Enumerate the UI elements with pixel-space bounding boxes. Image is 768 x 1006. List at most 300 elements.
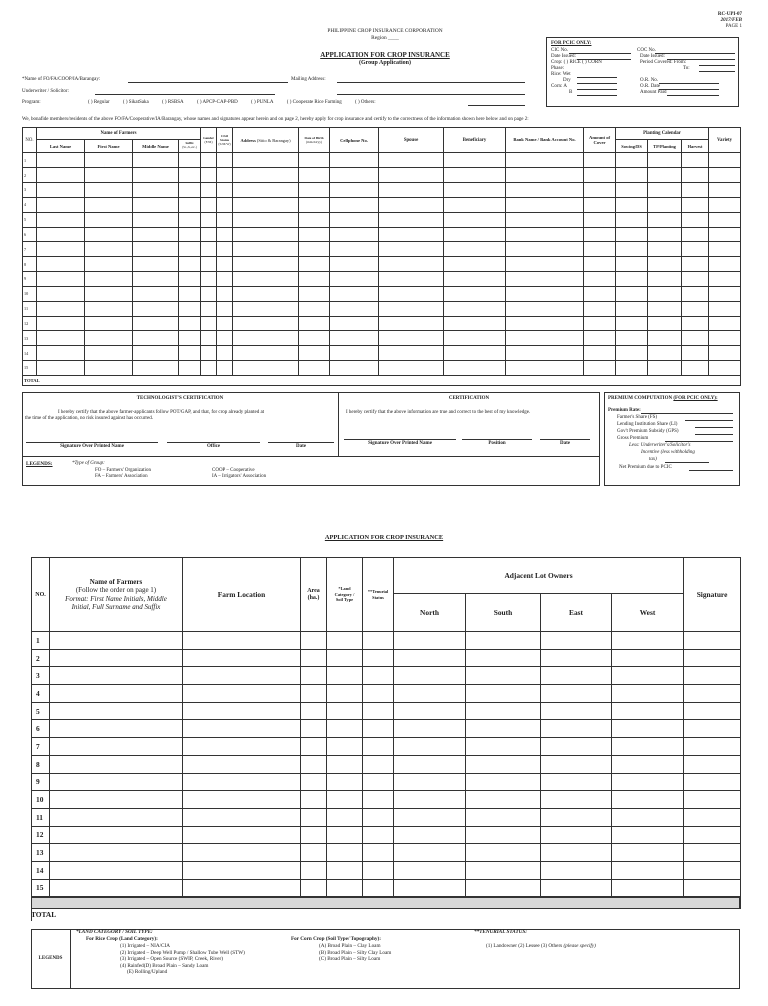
table-cell[interactable] (299, 360, 330, 375)
table-cell[interactable] (682, 301, 709, 316)
table-cell[interactable] (584, 212, 616, 227)
table-cell[interactable] (37, 360, 85, 375)
table-cell[interactable] (616, 272, 648, 287)
table-cell[interactable] (379, 316, 444, 331)
table-cell[interactable] (201, 168, 217, 183)
table-cell[interactable] (612, 755, 684, 773)
table-cell[interactable] (327, 755, 363, 773)
table-cell[interactable] (541, 826, 612, 844)
table-cell[interactable] (612, 632, 684, 650)
table-cell[interactable] (394, 685, 466, 703)
table-cell[interactable] (616, 242, 648, 257)
table-cell[interactable] (379, 360, 444, 375)
table-cell[interactable] (201, 286, 217, 301)
table-cell[interactable] (709, 316, 741, 331)
table-cell[interactable] (682, 360, 709, 375)
table-cell[interactable] (648, 227, 682, 242)
table-cell[interactable] (682, 346, 709, 361)
table-cell[interactable] (444, 212, 506, 227)
table-cell[interactable] (648, 242, 682, 257)
table-cell[interactable] (330, 168, 379, 183)
table-cell[interactable] (584, 272, 616, 287)
table-cell[interactable] (612, 844, 684, 862)
table-cell[interactable] (363, 808, 394, 826)
table-cell[interactable] (330, 257, 379, 272)
table-cell[interactable] (133, 316, 179, 331)
table-cell[interactable] (584, 331, 616, 346)
table-cell[interactable] (363, 649, 394, 667)
table-cell[interactable] (584, 197, 616, 212)
table-cell[interactable] (709, 360, 741, 375)
table-cell[interactable] (648, 360, 682, 375)
table-cell[interactable] (379, 227, 444, 242)
table-cell[interactable] (541, 791, 612, 809)
table-cell[interactable] (379, 286, 444, 301)
table-cell[interactable] (183, 879, 301, 897)
table-cell[interactable] (444, 168, 506, 183)
table-cell[interactable] (327, 685, 363, 703)
table-cell[interactable] (133, 301, 179, 316)
table-cell[interactable] (616, 197, 648, 212)
table-cell[interactable] (541, 685, 612, 703)
table-cell[interactable] (233, 227, 299, 242)
table-cell[interactable] (394, 826, 466, 844)
program-options[interactable] (88, 100, 388, 106)
table-cell[interactable] (217, 212, 233, 227)
table-cell[interactable] (394, 861, 466, 879)
table-cell[interactable] (648, 168, 682, 183)
table-cell[interactable] (466, 773, 541, 791)
table-cell[interactable] (466, 720, 541, 738)
table-cell[interactable] (444, 286, 506, 301)
table-cell[interactable] (133, 153, 179, 168)
table-cell[interactable] (506, 197, 584, 212)
table-cell[interactable] (233, 197, 299, 212)
table-cell[interactable] (379, 272, 444, 287)
table-cell[interactable] (363, 632, 394, 650)
table-cell[interactable] (37, 227, 85, 242)
table-cell[interactable] (584, 360, 616, 375)
table-cell[interactable] (612, 808, 684, 826)
table-cell[interactable] (327, 773, 363, 791)
table-cell[interactable] (327, 738, 363, 756)
table-cell[interactable] (648, 316, 682, 331)
table-cell[interactable] (541, 632, 612, 650)
table-cell[interactable] (85, 153, 133, 168)
fo-name-field[interactable] (128, 82, 288, 83)
table-cell[interactable] (379, 153, 444, 168)
table-cell[interactable] (183, 649, 301, 667)
table-cell[interactable] (299, 331, 330, 346)
table-cell[interactable] (201, 360, 217, 375)
table-cell[interactable] (85, 257, 133, 272)
table-cell[interactable] (684, 861, 741, 879)
table-cell[interactable] (684, 808, 741, 826)
table-cell[interactable] (363, 861, 394, 879)
table-cell[interactable] (50, 755, 183, 773)
table-cell[interactable] (541, 861, 612, 879)
table-cell[interactable] (541, 738, 612, 756)
table-cell[interactable] (330, 346, 379, 361)
table-cell[interactable] (330, 153, 379, 168)
table-cell[interactable] (466, 685, 541, 703)
table-cell[interactable] (201, 301, 217, 316)
table-cell[interactable] (444, 227, 506, 242)
table-cell[interactable] (394, 808, 466, 826)
table-cell[interactable] (616, 331, 648, 346)
table-cell[interactable] (183, 808, 301, 826)
table-cell[interactable] (327, 720, 363, 738)
table-cell[interactable] (541, 808, 612, 826)
table-cell[interactable] (709, 346, 741, 361)
table-cell[interactable] (584, 242, 616, 257)
underwriter-field[interactable] (95, 94, 275, 95)
table-cell[interactable] (506, 331, 584, 346)
table-cell[interactable] (330, 272, 379, 287)
table-cell[interactable] (217, 286, 233, 301)
table-cell[interactable] (179, 183, 201, 198)
table-cell[interactable] (709, 183, 741, 198)
table-cell[interactable] (85, 331, 133, 346)
table-cell[interactable] (648, 197, 682, 212)
table-cell[interactable] (179, 272, 201, 287)
table-cell[interactable] (201, 331, 217, 346)
table-cell[interactable] (327, 702, 363, 720)
table-cell[interactable] (299, 153, 330, 168)
cert-date-line[interactable] (540, 439, 590, 440)
table-cell[interactable] (709, 242, 741, 257)
table-cell[interactable] (584, 316, 616, 331)
table-cell[interactable] (233, 286, 299, 301)
table-cell[interactable] (682, 227, 709, 242)
program-apcp[interactable]: ( ) APCP-CAP-PBD (196, 100, 238, 105)
table-cell[interactable] (183, 720, 301, 738)
table-cell[interactable] (217, 242, 233, 257)
table-cell[interactable] (379, 242, 444, 257)
table-cell[interactable] (327, 879, 363, 897)
table-cell[interactable] (444, 257, 506, 272)
table-cell[interactable] (299, 212, 330, 227)
table-cell[interactable] (327, 861, 363, 879)
table-cell[interactable] (612, 649, 684, 667)
table-cell[interactable] (299, 301, 330, 316)
table-cell[interactable] (179, 316, 201, 331)
table-cell[interactable] (179, 301, 201, 316)
table-cell[interactable] (301, 773, 327, 791)
table-cell[interactable] (682, 197, 709, 212)
table-cell[interactable] (50, 773, 183, 791)
table-cell[interactable] (709, 331, 741, 346)
table-cell[interactable] (444, 242, 506, 257)
cert-signature-line[interactable] (344, 439, 456, 440)
table-cell[interactable] (233, 346, 299, 361)
table-cell[interactable] (183, 826, 301, 844)
table-cell[interactable] (684, 685, 741, 703)
table-cell[interactable] (466, 755, 541, 773)
table-cell[interactable] (85, 168, 133, 183)
table-cell[interactable] (541, 667, 612, 685)
program-rsbsa[interactable]: ( ) RSBSA (162, 100, 184, 105)
table-cell[interactable] (327, 667, 363, 685)
table-cell[interactable] (233, 331, 299, 346)
table-cell[interactable] (466, 632, 541, 650)
table-cell[interactable] (684, 649, 741, 667)
table-cell[interactable] (330, 197, 379, 212)
table-cell[interactable] (709, 153, 741, 168)
table-cell[interactable] (50, 702, 183, 720)
table-cell[interactable] (330, 316, 379, 331)
table-cell[interactable] (682, 183, 709, 198)
table-cell[interactable] (648, 257, 682, 272)
table-cell[interactable] (50, 632, 183, 650)
table-cell[interactable] (233, 153, 299, 168)
table-cell[interactable] (50, 879, 183, 897)
table-cell[interactable] (612, 685, 684, 703)
table-cell[interactable] (233, 257, 299, 272)
table-cell[interactable] (37, 153, 85, 168)
table-cell[interactable] (444, 301, 506, 316)
table-cell[interactable] (394, 791, 466, 809)
table-cell[interactable] (684, 773, 741, 791)
table-cell[interactable] (217, 227, 233, 242)
table-cell[interactable] (50, 861, 183, 879)
table-cell[interactable] (217, 183, 233, 198)
table-cell[interactable] (709, 227, 741, 242)
table-cell[interactable] (85, 227, 133, 242)
table-cell[interactable] (506, 183, 584, 198)
table-cell[interactable] (541, 773, 612, 791)
table-cell[interactable] (301, 649, 327, 667)
table-cell[interactable] (444, 197, 506, 212)
table-cell[interactable] (466, 702, 541, 720)
table-cell[interactable] (394, 738, 466, 756)
table-cell[interactable] (466, 879, 541, 897)
table-cell[interactable] (330, 331, 379, 346)
table-cell[interactable] (179, 168, 201, 183)
table-cell[interactable] (85, 316, 133, 331)
table-cell[interactable] (541, 720, 612, 738)
table-cell[interactable] (379, 346, 444, 361)
table-cell[interactable] (327, 632, 363, 650)
table-cell[interactable] (444, 331, 506, 346)
table-cell[interactable] (299, 227, 330, 242)
table-cell[interactable] (201, 183, 217, 198)
table-cell[interactable] (506, 212, 584, 227)
table-cell[interactable] (201, 212, 217, 227)
table-cell[interactable] (217, 257, 233, 272)
table-cell[interactable] (648, 272, 682, 287)
table-cell[interactable] (584, 168, 616, 183)
table-cell[interactable] (709, 272, 741, 287)
table-cell[interactable] (133, 286, 179, 301)
table-cell[interactable] (133, 168, 179, 183)
table-cell[interactable] (179, 360, 201, 375)
table-cell[interactable] (444, 360, 506, 375)
program-cooperate-rice[interactable]: ( ) Cooperate Rice Farming (286, 100, 342, 105)
table-cell[interactable] (541, 879, 612, 897)
table-cell[interactable] (363, 879, 394, 897)
table-cell[interactable] (233, 301, 299, 316)
table-cell[interactable] (37, 168, 85, 183)
table-cell[interactable] (330, 360, 379, 375)
table-cell[interactable] (684, 826, 741, 844)
program-punla[interactable]: ( ) PUNLA (251, 100, 274, 105)
table-cell[interactable] (50, 844, 183, 862)
table-cell[interactable] (466, 791, 541, 809)
table-cell[interactable] (201, 242, 217, 257)
table-cell[interactable] (616, 168, 648, 183)
table-cell[interactable] (444, 153, 506, 168)
table-cell[interactable] (612, 879, 684, 897)
table-cell[interactable] (301, 755, 327, 773)
table-cell[interactable] (50, 667, 183, 685)
table-cell[interactable] (709, 168, 741, 183)
table-cell[interactable] (85, 346, 133, 361)
table-cell[interactable] (506, 227, 584, 242)
table-cell[interactable] (648, 346, 682, 361)
table-cell[interactable] (684, 632, 741, 650)
table-cell[interactable] (217, 168, 233, 183)
table-cell[interactable] (330, 242, 379, 257)
table-cell[interactable] (217, 360, 233, 375)
table-cell[interactable] (179, 212, 201, 227)
table-cell[interactable] (85, 183, 133, 198)
table-cell[interactable] (612, 720, 684, 738)
table-cell[interactable] (217, 301, 233, 316)
table-cell[interactable] (327, 791, 363, 809)
table-cell[interactable] (201, 153, 217, 168)
table-cell[interactable] (301, 844, 327, 862)
table-cell[interactable] (37, 212, 85, 227)
table-cell[interactable] (217, 346, 233, 361)
table-cell[interactable] (201, 227, 217, 242)
table-cell[interactable] (327, 844, 363, 862)
table-cell[interactable] (37, 331, 85, 346)
table-cell[interactable] (301, 632, 327, 650)
table-cell[interactable] (37, 286, 85, 301)
table-cell[interactable] (541, 702, 612, 720)
table-cell[interactable] (506, 168, 584, 183)
table-cell[interactable] (183, 702, 301, 720)
table-cell[interactable] (506, 242, 584, 257)
table-cell[interactable] (183, 861, 301, 879)
table-cell[interactable] (648, 183, 682, 198)
table-cell[interactable] (616, 301, 648, 316)
table-cell[interactable] (444, 316, 506, 331)
table-cell[interactable] (301, 808, 327, 826)
table-cell[interactable] (301, 879, 327, 897)
table-cell[interactable] (201, 257, 217, 272)
table-cell[interactable] (217, 316, 233, 331)
program-others[interactable]: ( ) Others: (355, 100, 376, 105)
table-cell[interactable] (233, 272, 299, 287)
table-cell[interactable] (133, 183, 179, 198)
table-cell[interactable] (584, 227, 616, 242)
table-cell[interactable] (379, 301, 444, 316)
table-cell[interactable] (682, 168, 709, 183)
table-cell[interactable] (363, 720, 394, 738)
table-cell[interactable] (709, 286, 741, 301)
table-cell[interactable] (363, 791, 394, 809)
table-cell[interactable] (612, 738, 684, 756)
table-cell[interactable] (684, 738, 741, 756)
table-cell[interactable] (133, 331, 179, 346)
table-cell[interactable] (379, 168, 444, 183)
table-cell[interactable] (301, 791, 327, 809)
table-cell[interactable] (299, 272, 330, 287)
tech-signature-line[interactable] (26, 442, 158, 443)
table-cell[interactable] (506, 286, 584, 301)
table-cell[interactable] (299, 286, 330, 301)
table-cell[interactable] (179, 242, 201, 257)
table-cell[interactable] (584, 257, 616, 272)
table-cell[interactable] (233, 316, 299, 331)
table-cell[interactable] (612, 773, 684, 791)
table-cell[interactable] (179, 197, 201, 212)
table-cell[interactable] (37, 257, 85, 272)
table-cell[interactable] (201, 346, 217, 361)
table-cell[interactable] (133, 212, 179, 227)
table-cell[interactable] (233, 168, 299, 183)
table-cell[interactable] (379, 212, 444, 227)
table-cell[interactable] (299, 316, 330, 331)
table-cell[interactable] (682, 272, 709, 287)
table-cell[interactable] (648, 153, 682, 168)
table-cell[interactable] (648, 212, 682, 227)
table-cell[interactable] (85, 301, 133, 316)
table-cell[interactable] (684, 844, 741, 862)
table-cell[interactable] (394, 755, 466, 773)
table-cell[interactable] (506, 257, 584, 272)
table-cell[interactable] (133, 257, 179, 272)
table-cell[interactable] (133, 272, 179, 287)
table-cell[interactable] (201, 272, 217, 287)
table-cell[interactable] (183, 632, 301, 650)
table-cell[interactable] (682, 286, 709, 301)
table-cell[interactable] (50, 685, 183, 703)
table-cell[interactable] (612, 667, 684, 685)
table-cell[interactable] (37, 197, 85, 212)
table-cell[interactable] (684, 879, 741, 897)
table-cell[interactable] (301, 685, 327, 703)
table-cell[interactable] (363, 702, 394, 720)
table-cell[interactable] (682, 153, 709, 168)
table-cell[interactable] (183, 773, 301, 791)
table-cell[interactable] (50, 649, 183, 667)
table-cell[interactable] (506, 360, 584, 375)
table-cell[interactable] (299, 346, 330, 361)
table-cell[interactable] (299, 242, 330, 257)
table-cell[interactable] (379, 197, 444, 212)
table-cell[interactable] (363, 685, 394, 703)
table-cell[interactable] (363, 755, 394, 773)
table-cell[interactable] (584, 153, 616, 168)
table-cell[interactable] (50, 808, 183, 826)
table-cell[interactable] (179, 227, 201, 242)
table-cell[interactable] (394, 702, 466, 720)
table-cell[interactable] (506, 301, 584, 316)
table-cell[interactable] (466, 826, 541, 844)
table-cell[interactable] (327, 808, 363, 826)
table-cell[interactable] (394, 720, 466, 738)
table-cell[interactable] (466, 861, 541, 879)
table-cell[interactable] (616, 227, 648, 242)
table-cell[interactable] (541, 844, 612, 862)
table-cell[interactable] (330, 183, 379, 198)
table-cell[interactable] (684, 667, 741, 685)
table-cell[interactable] (394, 773, 466, 791)
table-cell[interactable] (301, 667, 327, 685)
